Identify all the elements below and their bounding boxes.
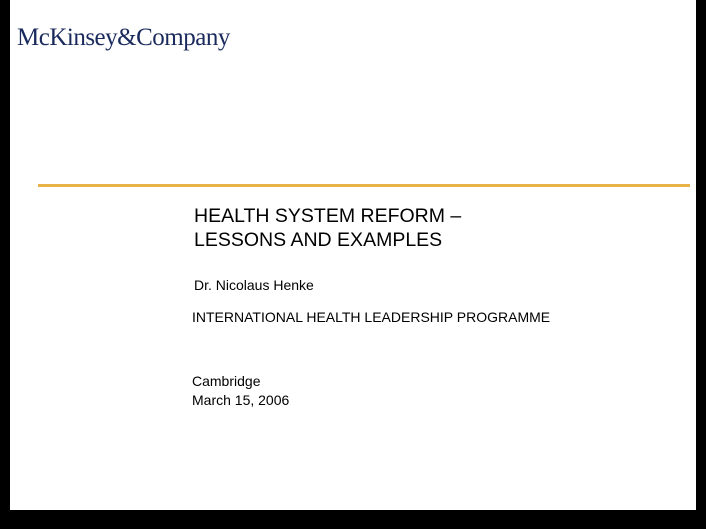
location: Cambridge (192, 373, 261, 389)
slide-title (194, 204, 461, 252)
title-line-1: HEALTH SYSTEM REFORM – (194, 205, 462, 227)
programme-name: INTERNATIONAL HEALTH LEADERSHIP PROGRAMME (192, 309, 551, 325)
title-line-2: LESSONS AND EXAMPLES (194, 229, 443, 251)
divider-rule (38, 184, 690, 187)
date: March 15, 2006 (192, 392, 290, 408)
place-date (192, 372, 289, 410)
author-name: Dr. Nicolaus Henke (194, 277, 314, 293)
company-logo: McKinsey&Company (17, 24, 230, 51)
slide (10, 0, 696, 510)
